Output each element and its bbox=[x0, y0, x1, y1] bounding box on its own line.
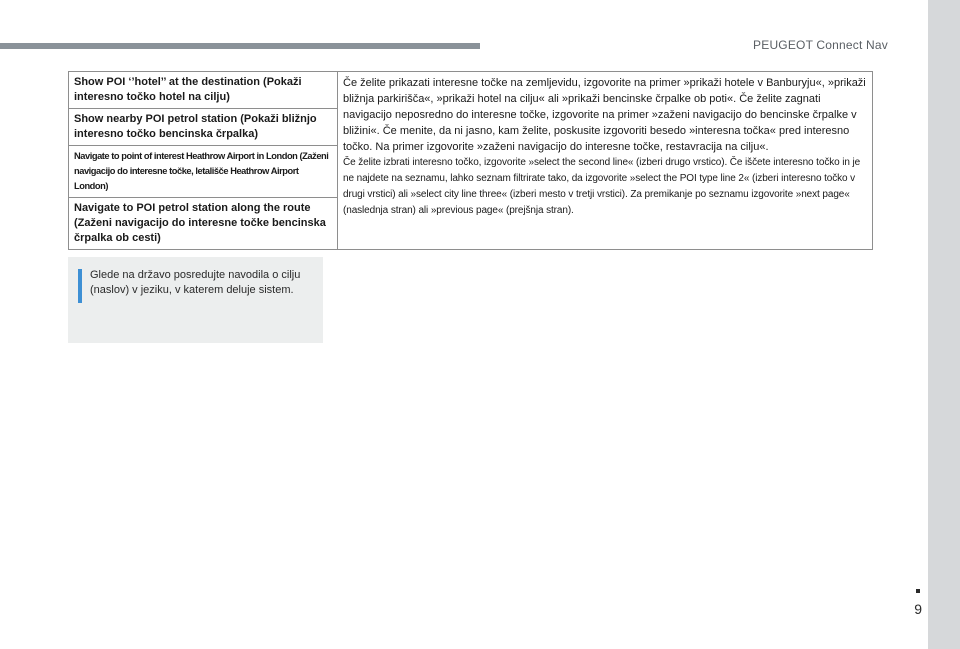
command-cell: Navigate to point of interest Heathrow Airport in London (Zaženi navigacijo do interesne točke, letališče Heathrow Airport London) bbox=[69, 146, 338, 198]
command-cell: Show POI ‘’hotel’’ at the destination (Pokaži interesno točko hotel na cilju) bbox=[69, 72, 338, 109]
description-secondary: Če želite izbrati interesno točko, izgovorite »select the second line« (izberi drugo vrstico). Če iščete interesno točko in je ne najdete na seznamu, lahko seznam filtrirate tako, da izgovorite »select the POI type line 2« (izberi interesno točko v drugi vrstici) ali »select city line three« (izberi mesto v tretji vrstici). Za premikanje po seznamu izgovorite »next page« (naslednja stran) ali »previous page« (prejšnja stran). bbox=[343, 157, 861, 216]
command-cell: Navigate to POI petrol station along the route (Zaženi navigacijo do interesne točke bencinska črpalka ob cesti) bbox=[69, 198, 338, 250]
table-row bbox=[69, 72, 873, 109]
brand-title: PEUGEOT Connect Nav bbox=[753, 38, 888, 52]
info-note-text: Glede na državo posredujte navodila o cilju (naslov) v jeziku, v katerem deluje sistem. bbox=[90, 269, 301, 296]
header-rule bbox=[0, 43, 480, 49]
info-accent-bar bbox=[78, 269, 82, 303]
info-note bbox=[68, 257, 323, 343]
command-cell: Show nearby POI petrol station (Pokaži bližnjo interesno točko bencinska črpalka) bbox=[69, 109, 338, 146]
description-cell bbox=[338, 72, 873, 250]
page-edge-strip bbox=[928, 0, 960, 649]
page-marker bbox=[916, 589, 920, 593]
voice-commands-table bbox=[68, 71, 873, 250]
page-number: 9 bbox=[914, 601, 922, 617]
description-main: Če želite prikazati interesne točke na zemljevidu, izgovorite na primer »prikaži hotele v Banburyju«, »prikaži bližnja parkirišča«, »prikaži hotel na cilju« ali »prikaži bencinske črpalke ob poti«. Če želite zagnati navigacijo neposredno do interesne točke, izgovorite na primer »zaženi navigacijo do bencinske črpalke v bližini«. Če menite, da ni jasno, kam želite, poskusite izgovoriti besedo »interesna točka« pred interesno točko. Na primer izgovorite »zaženi navigacijo do interesne točke, restavracija na cilju«. bbox=[343, 77, 866, 153]
